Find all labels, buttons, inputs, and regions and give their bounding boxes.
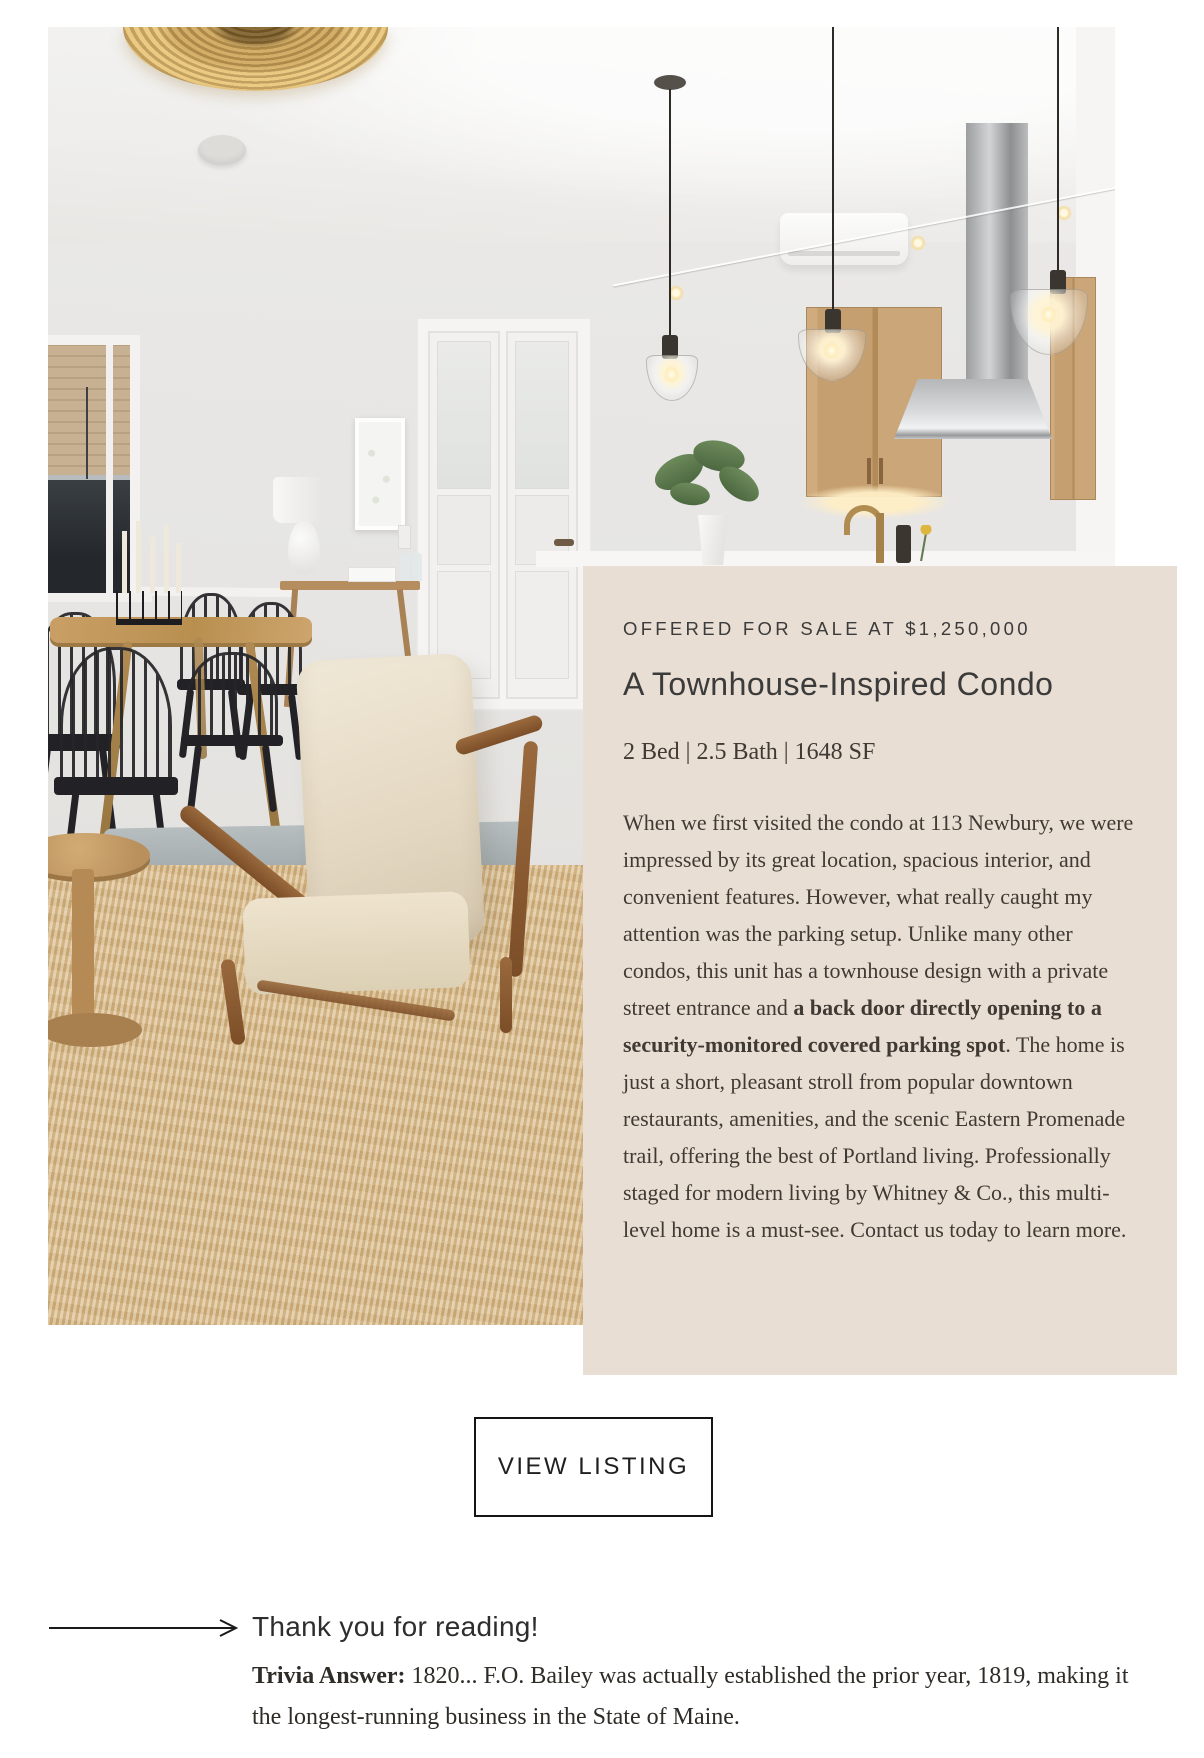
- flower-sprig: [914, 525, 934, 561]
- door-glass: [515, 341, 569, 489]
- door-handle: [554, 539, 574, 546]
- trivia-text: [252, 1656, 1132, 1738]
- door-left: [428, 331, 500, 699]
- door-glass: [437, 495, 491, 565]
- faucet-base: [876, 513, 884, 563]
- chair-back: [186, 652, 278, 738]
- view-listing-button[interactable]: VIEW LISTING: [474, 1417, 713, 1517]
- light-switch: [398, 525, 411, 549]
- candle: [122, 531, 127, 593]
- trivia-answer: 1820... F.O. Bailey was actually established the prior year, 1819, making it the longest-running business in the State of Maine.: [252, 1663, 1129, 1730]
- soap-dispenser: [896, 525, 911, 563]
- description-text: . The home is just a short, pleasant stroll from popular downtown restaurants, amenities, and the scenic Eastern Promenade trail, offering the best of Portland living. Professionally staged for modern living by Whitney & Co., this multi-level home is a must-see. Contact us today to learn more.: [623, 1032, 1127, 1242]
- description-text: When we first visited the condo at 113 Newbury, we were impressed by its great location, spacious interior, and convenient features. However, what really caught my attention was the parking setup. Unlike many other condos, this unit has a townhouse design with a private street entrance and: [623, 810, 1134, 1020]
- pendant-canopy: [654, 75, 686, 90]
- listing-specs: 2 Bed | 2.5 Bath | 1648 SF: [623, 739, 876, 765]
- side-table-pedestal: [72, 869, 94, 1027]
- french-doors: [418, 319, 590, 709]
- candle: [150, 537, 155, 593]
- dining-chair: [186, 652, 278, 812]
- armchair-seat-cushion: [242, 891, 470, 995]
- glass-pendant-light: [646, 355, 698, 401]
- thanks-heading: Thank you for reading!: [252, 1611, 539, 1642]
- pendant-cord: [832, 27, 834, 313]
- listing-card: [583, 566, 1177, 1375]
- candelabra: [114, 513, 186, 625]
- cabinet-handle: [879, 458, 883, 484]
- serving-tray: [348, 567, 396, 582]
- candle: [176, 543, 181, 593]
- pendant-cord: [1057, 27, 1059, 274]
- chair-leg: [262, 745, 277, 813]
- window-mullion: [106, 345, 113, 593]
- listing-title: A Townhouse-Inspired Condo: [623, 666, 1054, 702]
- chair-back: [60, 647, 172, 782]
- cabinet-handle: [867, 458, 871, 484]
- range-hood-chimney: [966, 123, 1028, 381]
- pendant-cord: [669, 89, 671, 339]
- plant-leaf: [669, 480, 712, 507]
- door-right: [506, 331, 578, 699]
- chair-leg: [48, 748, 51, 847]
- candle: [164, 525, 169, 593]
- glass-bottle: [412, 553, 422, 581]
- brick-building: [48, 345, 130, 487]
- candle-holder: [116, 591, 182, 625]
- trivia-label: Trivia Answer:: [252, 1663, 406, 1689]
- framed-art: [355, 418, 405, 530]
- kitchen-counter: [536, 551, 1115, 567]
- listing-description: [623, 804, 1139, 1248]
- door-glass: [437, 341, 491, 489]
- arrow-icon: [48, 1618, 240, 1638]
- suv-roof-rack: [48, 475, 130, 480]
- smoke-detector: [198, 135, 246, 165]
- price-eyebrow: OFFERED FOR SALE AT $1,250,000: [623, 618, 1031, 639]
- description-bold-text: a back door directly opening to a security-monitored covered parking spot: [623, 995, 1102, 1057]
- table-lamp-base: [288, 521, 320, 575]
- antenna: [86, 387, 88, 479]
- table-lamp-shade: [273, 477, 335, 523]
- range-hood: [894, 379, 1052, 439]
- candle: [136, 521, 141, 593]
- glass-bottle: [400, 553, 410, 581]
- door-panel: [515, 571, 569, 679]
- ac-vent: [788, 251, 900, 256]
- string-light-bulb: [910, 235, 926, 251]
- chair-leg: [187, 745, 202, 813]
- armchair-leg: [500, 957, 512, 1033]
